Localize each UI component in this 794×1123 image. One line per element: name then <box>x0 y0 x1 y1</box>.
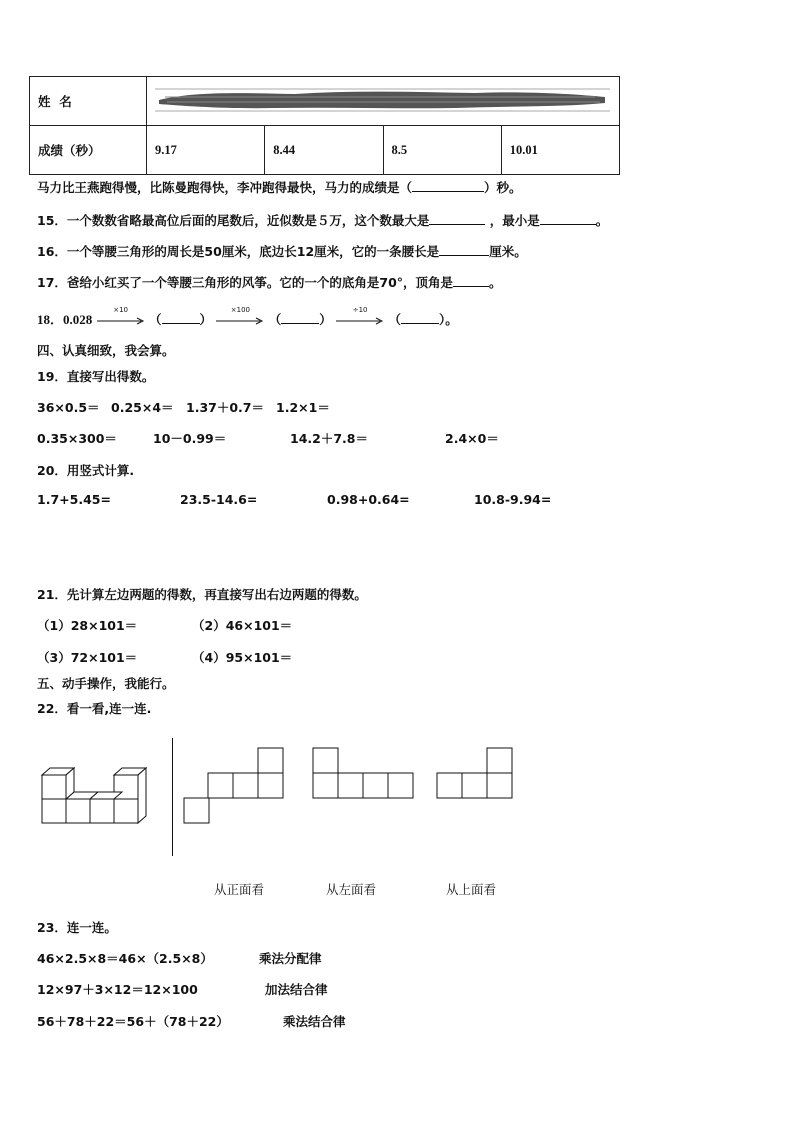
answer-blank[interactable] <box>412 191 484 192</box>
table-row <box>30 77 620 126</box>
q23-equation: 56＋78＋22＝56＋（78＋22） <box>37 1014 229 1029</box>
arrow-divide-10: ÷10 <box>336 314 384 328</box>
score-cell: 8.44 <box>265 126 383 175</box>
score-cell: 9.17 <box>147 126 265 175</box>
q23-law: 加法结合律 <box>265 982 328 997</box>
q20-item: 10.8-9.94= <box>474 492 552 507</box>
answer-blank[interactable] <box>439 255 489 256</box>
q21-item: （1）28×101＝ <box>37 618 138 633</box>
redacted-names-cell <box>147 77 620 126</box>
q21-item: （3）72×101＝ <box>37 650 138 665</box>
name-header-cell: 姓 名 <box>30 77 147 126</box>
score-cell: 10.01 <box>501 126 619 175</box>
question-20-title: 20．用竖式计算. <box>37 463 135 478</box>
question-14-tail: 马力比王燕跑得慢，比陈曼跑得快，李冲跑得最快，马力的成绩是（ ）秒。 <box>37 180 522 195</box>
redaction-scribble <box>155 85 610 115</box>
q21-item: （4）95×101＝ <box>192 650 293 665</box>
table-row <box>30 126 620 175</box>
answer-blank[interactable] <box>429 224 485 225</box>
q23-law: 乘法结合律 <box>283 1014 346 1029</box>
q19-item: 10－0.99＝ <box>153 431 227 446</box>
question-21-title: 21．先计算左边两题的得数，再直接写出右边两题的得数。 <box>37 587 367 602</box>
view-label-left: 从左面看 <box>326 882 377 897</box>
q19-item: 14.2＋7.8＝ <box>290 431 368 446</box>
q21-item: （2）46×101＝ <box>192 618 293 633</box>
answer-blank[interactable] <box>540 224 596 225</box>
question-22-title: 22．看一看,连一连. <box>37 701 152 716</box>
divider-line <box>172 738 173 856</box>
arrow-times-100: ×100 <box>216 314 264 328</box>
view-figure-1 <box>183 747 285 829</box>
arrow-times-10: ×10 <box>97 314 145 328</box>
q23-law: 乘法分配律 <box>259 951 322 966</box>
q19-item: 36×0.5＝ <box>37 400 100 415</box>
question-23-title: 23．连一连。 <box>37 920 117 935</box>
answer-blank[interactable] <box>162 323 200 324</box>
score-header-cell: 成绩（秒） <box>30 126 147 175</box>
cube-solid-figure <box>40 735 170 839</box>
q23-equation: 12×97＋3×12＝12×100 <box>37 982 198 997</box>
q20-item: 1.7+5.45= <box>37 492 111 507</box>
view-label-top: 从上面看 <box>446 882 497 897</box>
question-18: 18．0.028 ×10 （ ） ×100 （ ） ÷10 （ ）。 <box>37 305 458 327</box>
question-16: 16．一个等腰三角形的周长是50厘米，底边长12厘米，它的一条腰长是 厘米。 <box>37 244 527 259</box>
question-17: 17．爸给小红买了一个等腰三角形的风筝。它的一个的底角是70°，顶角是 。 <box>37 275 502 290</box>
q19-item: 0.25×4＝ <box>111 400 174 415</box>
answer-blank[interactable] <box>453 286 489 287</box>
q20-item: 0.98+0.64= <box>327 492 410 507</box>
view-figure-3 <box>436 747 514 805</box>
q19-item: 1.2×1＝ <box>276 400 330 415</box>
section-4-heading: 四、认真细致，我会算。 <box>37 343 175 358</box>
question-15: 15．一个数数省略最高位后面的尾数后，近似数是５万，这个数最大是 ，最小是 。 <box>37 213 609 228</box>
q20-item: 23.5-14.6= <box>180 492 258 507</box>
view-figure-2 <box>312 747 414 805</box>
q23-equation: 46×2.5×8＝46×（2.5×8） <box>37 951 213 966</box>
q19-item: 2.4×0＝ <box>445 431 499 446</box>
q19-item: 1.37＋0.7＝ <box>186 400 264 415</box>
answer-blank[interactable] <box>281 323 319 324</box>
question-19-title: 19．直接写出得数。 <box>37 369 155 384</box>
score-table <box>29 76 620 175</box>
section-5-heading: 五、动手操作，我能行。 <box>37 676 175 691</box>
view-label-front: 从正面看 <box>214 882 265 897</box>
answer-blank[interactable] <box>401 323 439 324</box>
score-cell: 8.5 <box>383 126 501 175</box>
q19-item: 0.35×300＝ <box>37 431 117 446</box>
